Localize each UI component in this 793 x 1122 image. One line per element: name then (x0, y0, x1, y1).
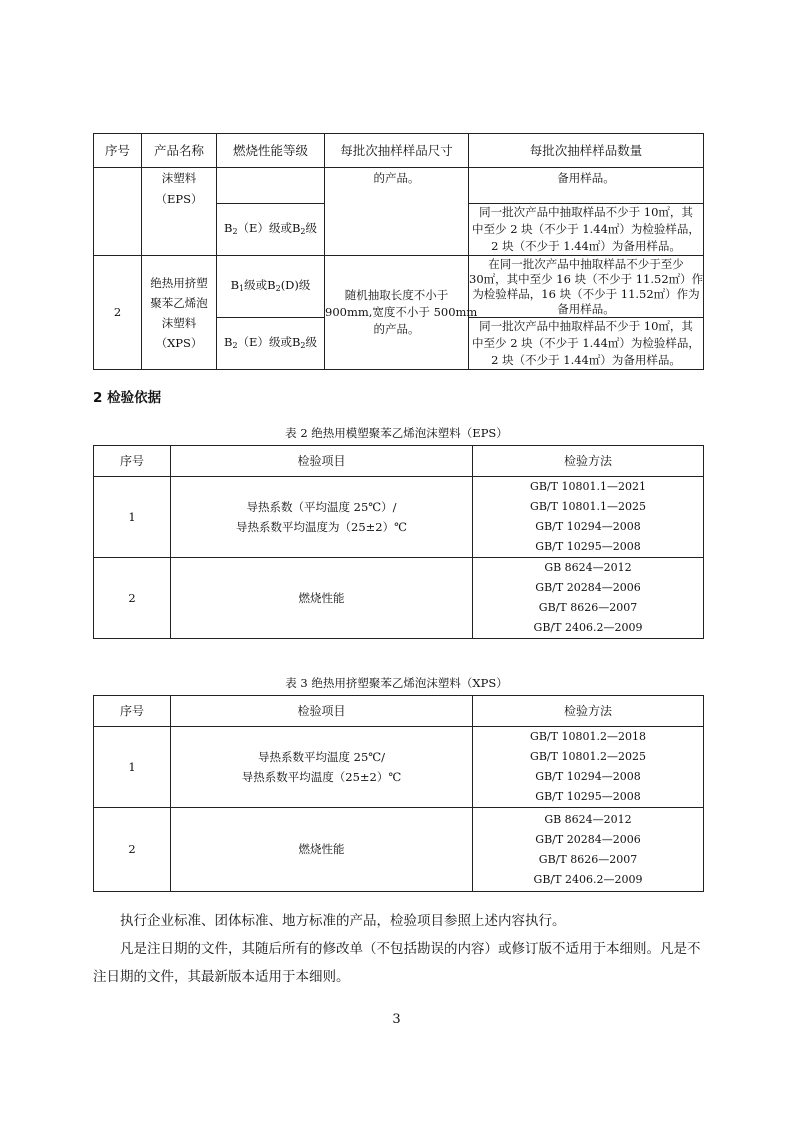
paragraph: 执行企业标准、团体标准、地方标准的产品，检验项目参照上述内容执行。 (120, 913, 566, 929)
table-row (94, 477, 704, 558)
test-method-cell: GB 8624—2012 GB/T 20284—2006 GB/T 8626—2007 GB/T 2406.2—2009 (473, 808, 704, 892)
sample-size-cell: 随机抽取长度不小于 900mm,宽度不小于 500mm 的产品。 (325, 256, 469, 370)
header-no: 序号 (94, 134, 142, 168)
test-method-cell: GB 8624—2012 GB/T 20284—2006 GB/T 8626—2007 GB/T 2406.2—2009 (473, 558, 704, 639)
sample-size-cell: 的产品。 (325, 168, 469, 256)
row-no-cell: 1 (94, 477, 171, 558)
sample-quantity-cell: 在同一批次产品中抽取样品不少于至少 30㎡，其中至少 16 块（不少于 11.52㎡）作 为检验样品，16 块（不少于 11.52㎡）作为 备用样品。 (469, 256, 704, 316)
sample-quantity-cell: 备用样品。 (469, 168, 704, 204)
fire-grade-cell (217, 168, 325, 204)
fire-grade-cell: $B_1$级或$B_2(D)$级 (217, 256, 325, 318)
table-2-caption: 表 2 绝热用模塑聚苯乙烯泡沫塑料（EPS） (285, 426, 508, 440)
product-name-line: 沫塑料 (161, 171, 197, 185)
sample-quantity-cell: 同一批次产品中抽取样品不少于 10㎡，其 中至少 2 块（不少于 1.44㎡）为检验样品， 2 块（不少于 1.44㎡）为备用样品。 (469, 318, 704, 370)
header-test-item: 检验项目 (171, 696, 473, 727)
header-sample-quantity: 每批次抽样样品数量 (469, 134, 704, 168)
body-text (93, 907, 705, 991)
table-header-row (94, 696, 704, 727)
fire-grade-cell: $B_2(E)$级或$B_2$级 (217, 204, 325, 256)
row-no-cell (94, 168, 142, 256)
table-header-row (94, 134, 704, 168)
product-name-cell: 绝热用挤塑 聚苯乙烯泡 沫塑料 （XPS） (142, 256, 217, 370)
header-test-method: 检验方法 (473, 696, 704, 727)
table-row (94, 256, 704, 318)
row-no-cell: 2 (94, 256, 142, 370)
row-no-cell: 1 (94, 727, 171, 808)
table-row (94, 558, 704, 639)
eps-test-table (93, 445, 704, 639)
header-fire-grade: 燃烧性能等级 (217, 134, 325, 168)
product-name-cell (142, 168, 217, 256)
table-header-row (94, 446, 704, 477)
header-test-item: 检验项目 (171, 446, 473, 477)
row-no-cell: 2 (94, 808, 171, 892)
paragraph: 凡是注日期的文件，其随后所有的修改单（不包括勘误的内容）或修订版不适用于本细则。凡是不注日期的文件，其最新版本适用于本细则。 (93, 941, 701, 985)
test-method-cell: GB/T 10801.2—2018 GB/T 10801.2—2025 GB/T 10294—2008 GB/T 10295—2008 (473, 727, 704, 808)
header-sample-size: 每批次抽样样品尺寸 (325, 134, 469, 168)
xps-test-table (93, 695, 704, 892)
product-name-line: （EPS） (155, 192, 203, 206)
table-3-caption: 表 3 绝热用挤塑聚苯乙烯泡沫塑料（XPS） (285, 676, 508, 690)
test-item-cell: 导热系数平均温度 25℃/ 导热系数平均温度（25±2）℃ (171, 727, 473, 808)
test-item-cell: 燃烧性能 (171, 558, 473, 639)
table-row (94, 168, 704, 204)
sampling-table (93, 133, 704, 370)
fire-grade-cell: $B_2(E)$级或$B_2$级 (217, 318, 325, 370)
table-row (94, 727, 704, 808)
test-item-cell: 燃烧性能 (171, 808, 473, 892)
header-product-name: 产品名称 (142, 134, 217, 168)
row-no-cell: 2 (94, 558, 171, 639)
test-method-cell: GB/T 10801.1—2021 GB/T 10801.1—2025 GB/T 10294—2008 GB/T 10295—2008 (473, 477, 704, 558)
test-item-cell: 导热系数（平均温度 25℃）/ 导热系数平均温度为（25±2）℃ (171, 477, 473, 558)
header-test-method: 检验方法 (473, 446, 704, 477)
sample-quantity-cell: 同一批次产品中抽取样品不少于 10㎡，其 中至少 2 块（不少于 1.44㎡）为检验样品， 2 块（不少于 1.44㎡）为备用样品。 (469, 204, 704, 256)
header-no: 序号 (94, 446, 171, 477)
page-number: 3 (392, 1012, 401, 1027)
header-no: 序号 (94, 696, 171, 727)
table-row (94, 808, 704, 892)
section-heading: 2 检验依据 (93, 390, 162, 406)
